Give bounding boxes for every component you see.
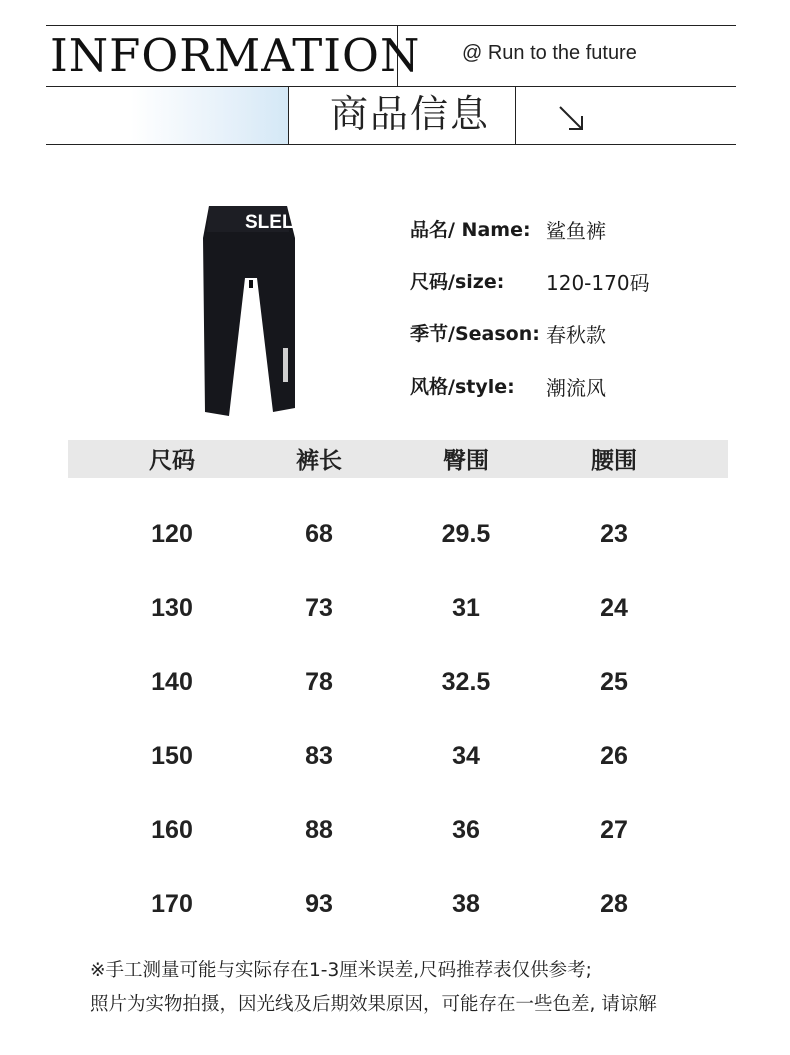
info-value: 120-170码 [546,271,650,295]
section-title: 商品信息 [330,92,491,136]
cell-size: 150 [151,742,193,770]
cell-waist: 24 [600,594,628,622]
cell-waist: 28 [600,890,628,918]
cell-waist: 27 [600,816,628,844]
cell-size: 130 [151,594,193,622]
cell-size: 170 [151,890,193,918]
measurement-note: ※手工测量可能与实际存在1-3厘米误差,尺码推荐表仅供参考; [90,960,592,981]
cell-hip: 31 [452,594,480,622]
cell-waist: 25 [600,668,628,696]
table-row [68,588,728,628]
table-row [68,736,728,776]
table-row [68,662,728,702]
header-divider-3 [515,86,516,144]
cell-length: 88 [305,816,333,844]
info-label: 尺码/size: [410,271,505,293]
cell-hip: 34 [452,742,480,770]
slogan: @ Run to the future [462,42,637,64]
cell-size: 120 [151,520,193,548]
cell-waist: 26 [600,742,628,770]
info-value: 潮流风 [546,376,606,400]
info-label: 风格/style: [410,376,515,398]
info-label: 季节/Season: [410,323,540,345]
table-row [68,810,728,850]
info-value: 春秋款 [546,323,606,347]
header-bottom-rule [46,144,736,145]
arrow-down-right-icon [557,104,587,134]
info-value: 鲨鱼裤 [546,219,606,243]
cell-hip: 36 [452,816,480,844]
table-row [68,514,728,554]
column-header-length: 裤长 [296,448,342,474]
cell-length: 68 [305,520,333,548]
page-title: INFORMATION [50,29,421,82]
header-gradient-band [46,87,288,144]
column-header-size: 尺码 [149,448,195,474]
header-top-rule [46,25,736,26]
cell-hip: 29.5 [441,520,491,548]
cell-hip: 32.5 [441,668,491,696]
cell-hip: 38 [452,890,480,918]
column-header-hip: 臀围 [443,448,489,474]
color-note: 照片为实物拍摄，因光线及后期效果原因，可能存在一些色差, 请谅解 [90,994,657,1015]
product-waistband-text: SLEL [245,212,294,233]
header-divider-2 [288,86,289,144]
column-header-waist: 腰围 [591,448,637,474]
size-table-header [68,440,728,478]
cell-waist: 23 [600,520,628,548]
cell-length: 93 [305,890,333,918]
cell-size: 140 [151,668,193,696]
cell-length: 83 [305,742,333,770]
product-image [195,198,305,418]
cell-length: 73 [305,594,333,622]
cell-size: 160 [151,816,193,844]
table-row [68,884,728,924]
info-label: 品名/ Name: [410,219,531,241]
cell-length: 78 [305,668,333,696]
